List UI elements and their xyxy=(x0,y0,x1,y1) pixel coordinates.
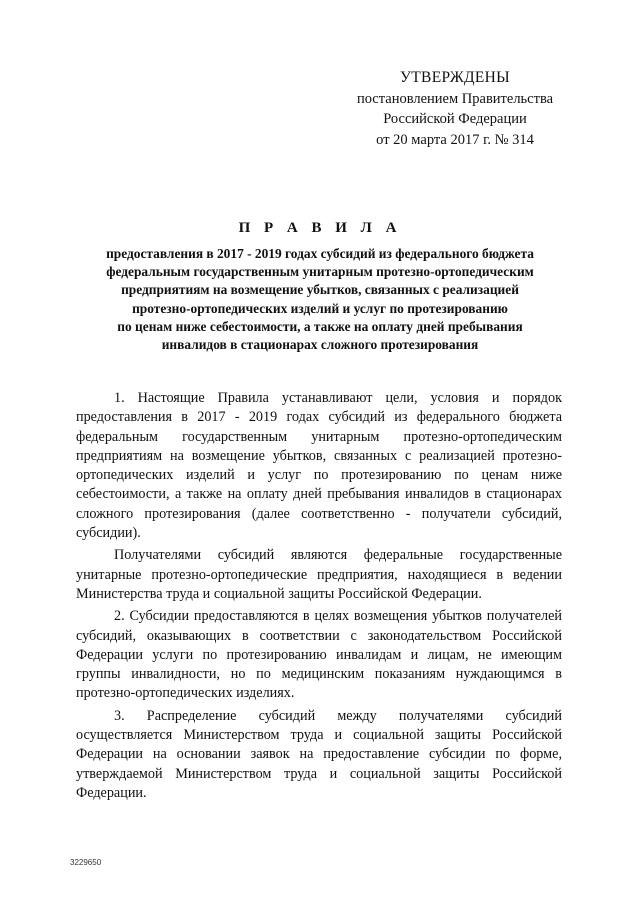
subtitle-line: протезно-ортопедических изделий и услуг по протезированию xyxy=(132,300,508,316)
approval-line: постановлением Правительства xyxy=(356,90,554,107)
subtitle-line: инвалидов в стационарах сложного протезирования xyxy=(161,337,479,353)
subtitle-line: предоставления в 2017 - 2019 годах субсидий из федерального бюджета xyxy=(106,246,534,261)
subtitle-line: федеральным государственным унитарным протезно-ортопедическим xyxy=(106,264,534,280)
paragraph-2: 2. Субсидии предоставляются в целях возмещения убытков получателей субсидий, оказывающих в соответствии с законодательством Российской Федерации услуги по протезированию инвалидам и лицам, не имеющим группы инвалидности, но по медицинским показаниям нуждающимся в протезно-ортопедических изделиях. xyxy=(76,608,562,702)
document-title: П Р А В И Л А xyxy=(238,220,402,236)
paragraph-3: 3. Распределение субсидий между получателями субсидий осуществляется Министерством труда и социальной защиты Российской Федерации на основании заявок на предоставление субсидии по форме, утверждаемой Министерством труда и социальной защиты Российской Федерации. xyxy=(76,707,562,801)
approval-date-number: от 20 марта 2017 г. № 314 xyxy=(376,131,534,148)
document-subtitle xyxy=(68,245,572,354)
paragraph-1: 1. Настоящие Правила устанавливают цели, условия и порядок предоставления в 2017 - 2019 годах субсидий из федерального бюджета федеральным государственным унитарным протезно-ортопедическим предприятиям на возмещение убытков, связанных с реализацией протезно-ортопедических изделий и услуг по протезированию по ценам ниже себестоимости, а также на оплату дней пребывания инвалидов в стационарах сложного протезирования (далее соответственно - получатели субсидий, субсидии). xyxy=(76,390,562,542)
approval-line: Российской Федерации xyxy=(383,111,527,127)
approval-stamp xyxy=(330,68,580,150)
approval-heading: УТВЕРЖДЕНЫ xyxy=(400,69,510,86)
document-body xyxy=(76,389,562,803)
subtitle-line: предприятиям на возмещение убытков, связанных с реализацией xyxy=(121,282,519,298)
document-code: 3229650 xyxy=(70,858,102,867)
subtitle-line: по ценам ниже себестоимости, а также на оплату дней пребывания xyxy=(117,318,523,334)
paragraph-recipients: Получателями субсидий являются федеральные государственные унитарные протезно-ортопедические предприятия, находящиеся в ведении Министерства труда и социальной защиты Российской Федерации. xyxy=(76,547,562,602)
